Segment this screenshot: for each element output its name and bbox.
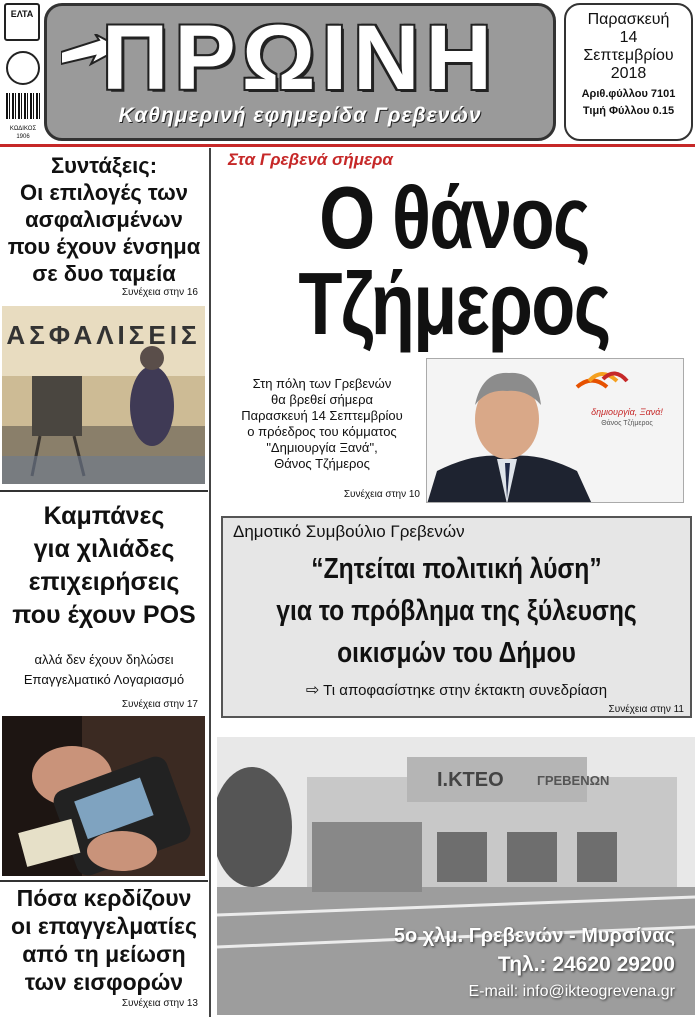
masthead-rule bbox=[0, 144, 695, 147]
barcode-icon bbox=[6, 93, 40, 119]
main-kicker: Στα Γρεβενά σήμερα bbox=[228, 150, 393, 169]
main-headline[interactable] bbox=[257, 168, 651, 353]
date-box bbox=[564, 3, 693, 141]
kteo-email[interactable]: E-mail: info@ikteogrevena.gr bbox=[468, 983, 675, 1000]
council-headline-line: “Ζητείται πολιτική λύση” bbox=[311, 553, 602, 585]
story2-headline-line: Καμπάνες bbox=[43, 502, 165, 530]
story2-headline-line: που έχουν POS bbox=[12, 601, 196, 629]
story3-headline-line: από τη μείωση bbox=[22, 941, 186, 967]
portrait-photo bbox=[426, 358, 684, 503]
story1-headline-line: Συντάξεις: bbox=[50, 153, 158, 178]
council-headline bbox=[258, 548, 655, 674]
story2-continued[interactable]: Συνέχεια στην 17 bbox=[121, 699, 198, 710]
story2-photo bbox=[2, 716, 205, 876]
main-continued[interactable]: Συνέχεια στην 10 bbox=[343, 489, 420, 500]
council-continued[interactable]: Συνέχεια στην 11 bbox=[608, 704, 684, 715]
date-day: 14 bbox=[619, 29, 638, 46]
party-logo-text: δημιουργία, Ξανά! bbox=[591, 407, 663, 417]
masthead-logo[interactable] bbox=[44, 3, 556, 141]
lede-line: ο πρόεδρος του κόμματος bbox=[247, 424, 397, 439]
main-lede bbox=[222, 376, 422, 472]
date-year: 2018 bbox=[610, 65, 647, 82]
story2-headline-line: επιχειρήσεις bbox=[28, 568, 180, 596]
council-headline-line: για το πρόβλημα της ξύλευσης bbox=[276, 595, 637, 627]
story3-headline-line: Πόσα κερδίζουν bbox=[16, 885, 192, 911]
story2-headline[interactable] bbox=[0, 500, 208, 632]
kteo-sign-sub: ΓΡΕΒΕΝΩΝ bbox=[537, 773, 610, 788]
kteo-advert[interactable] bbox=[217, 737, 695, 1015]
council-story-box[interactable] bbox=[221, 516, 692, 718]
story1-headline-line: που έχουν ένσημα bbox=[7, 234, 201, 259]
arrow-right-icon: ⇨ bbox=[305, 682, 320, 699]
party-logo-name: Θάνος Τζήμερος bbox=[601, 420, 653, 427]
story2-headline-line: για χιλιάδες bbox=[33, 535, 175, 563]
seal-icon bbox=[6, 51, 40, 85]
lede-line: Θάνος Τζήμερος bbox=[274, 456, 370, 471]
date-weekday: Παρασκευή bbox=[587, 11, 670, 28]
story1-photo bbox=[2, 306, 205, 484]
lede-line: Στη πόλη των Γρεβενών bbox=[252, 376, 392, 391]
newspaper-tagline: Καθημερινή εφημερίδα Γρεβενών bbox=[118, 104, 482, 127]
left-divider bbox=[0, 490, 208, 492]
elta-badge: ΕΛΤΑ bbox=[4, 3, 40, 41]
portrait-graphic bbox=[427, 359, 684, 503]
story2-sub-line: Επαγγελματικό Λογαριασμό bbox=[23, 672, 185, 687]
issue-price: Τιμή Φύλλου 0.15 bbox=[582, 105, 675, 117]
story3-headline-line: των εισφορών bbox=[24, 969, 184, 995]
story3-headline-line: οι επαγγελματίες bbox=[11, 913, 197, 939]
story1-continued[interactable]: Συνέχεια στην 16 bbox=[121, 287, 198, 298]
story1-headline-line: σε δυο ταμεία bbox=[32, 261, 176, 286]
issue-number: Αριθ.φύλλου 7101 bbox=[581, 88, 676, 100]
newspaper-title: ΠΡΩΙΝΗ bbox=[101, 7, 498, 109]
lede-line: Παρασκευή 14 Σεπτεμβρίου bbox=[241, 408, 403, 423]
kteo-phone[interactable]: Τηλ.: 24620 29200 bbox=[497, 953, 675, 976]
date-month: Σεπτεμβρίου bbox=[583, 47, 674, 64]
left-divider bbox=[0, 880, 208, 882]
kteo-address: 5ο χλμ. Γρεβενών - Μυρσίνας bbox=[393, 925, 675, 947]
council-subhead-text: Τι αποφασίστηκε στην έκτακτη συνεδρίαση bbox=[323, 682, 608, 699]
lede-line: "Δημιουργία Ξανά", bbox=[266, 440, 378, 455]
masthead-badges bbox=[2, 3, 42, 143]
council-kicker: Δημοτικό Συμβούλιο Γρεβενών bbox=[233, 522, 465, 541]
pos-terminal-photo-graphic bbox=[2, 716, 205, 876]
story2-subhead bbox=[0, 650, 208, 690]
council-subhead bbox=[223, 680, 690, 700]
main-headline-line: Τζήμερος bbox=[298, 254, 610, 353]
code-label-text: ΚΩΔΙΚΟΣ bbox=[9, 126, 37, 132]
council-headline-line: οικισμών του Δήμου bbox=[337, 637, 576, 669]
lede-line: θα βρεθεί σήμερα bbox=[270, 392, 373, 407]
code-label bbox=[2, 125, 44, 141]
column-divider bbox=[209, 148, 211, 1017]
kteo-sign: Ι.ΚΤΕΟ bbox=[437, 769, 504, 791]
story2-sub-line: αλλά δεν έχουν δηλώσει bbox=[34, 652, 174, 667]
story1-photo-text: ΑΣΦΑΛΙΣΕΙΣ bbox=[6, 320, 201, 350]
story1-headline-line: ασφαλισμένων bbox=[25, 207, 183, 232]
story3-continued[interactable]: Συνέχεια στην 13 bbox=[121, 998, 198, 1009]
main-headline-line: Ο θάνος bbox=[319, 168, 589, 267]
story3-headline[interactable] bbox=[0, 884, 208, 996]
code-value: 1906 bbox=[16, 134, 30, 140]
story1-headline[interactable] bbox=[0, 152, 208, 287]
story1-headline-line: Οι επιλογές των bbox=[20, 180, 188, 205]
